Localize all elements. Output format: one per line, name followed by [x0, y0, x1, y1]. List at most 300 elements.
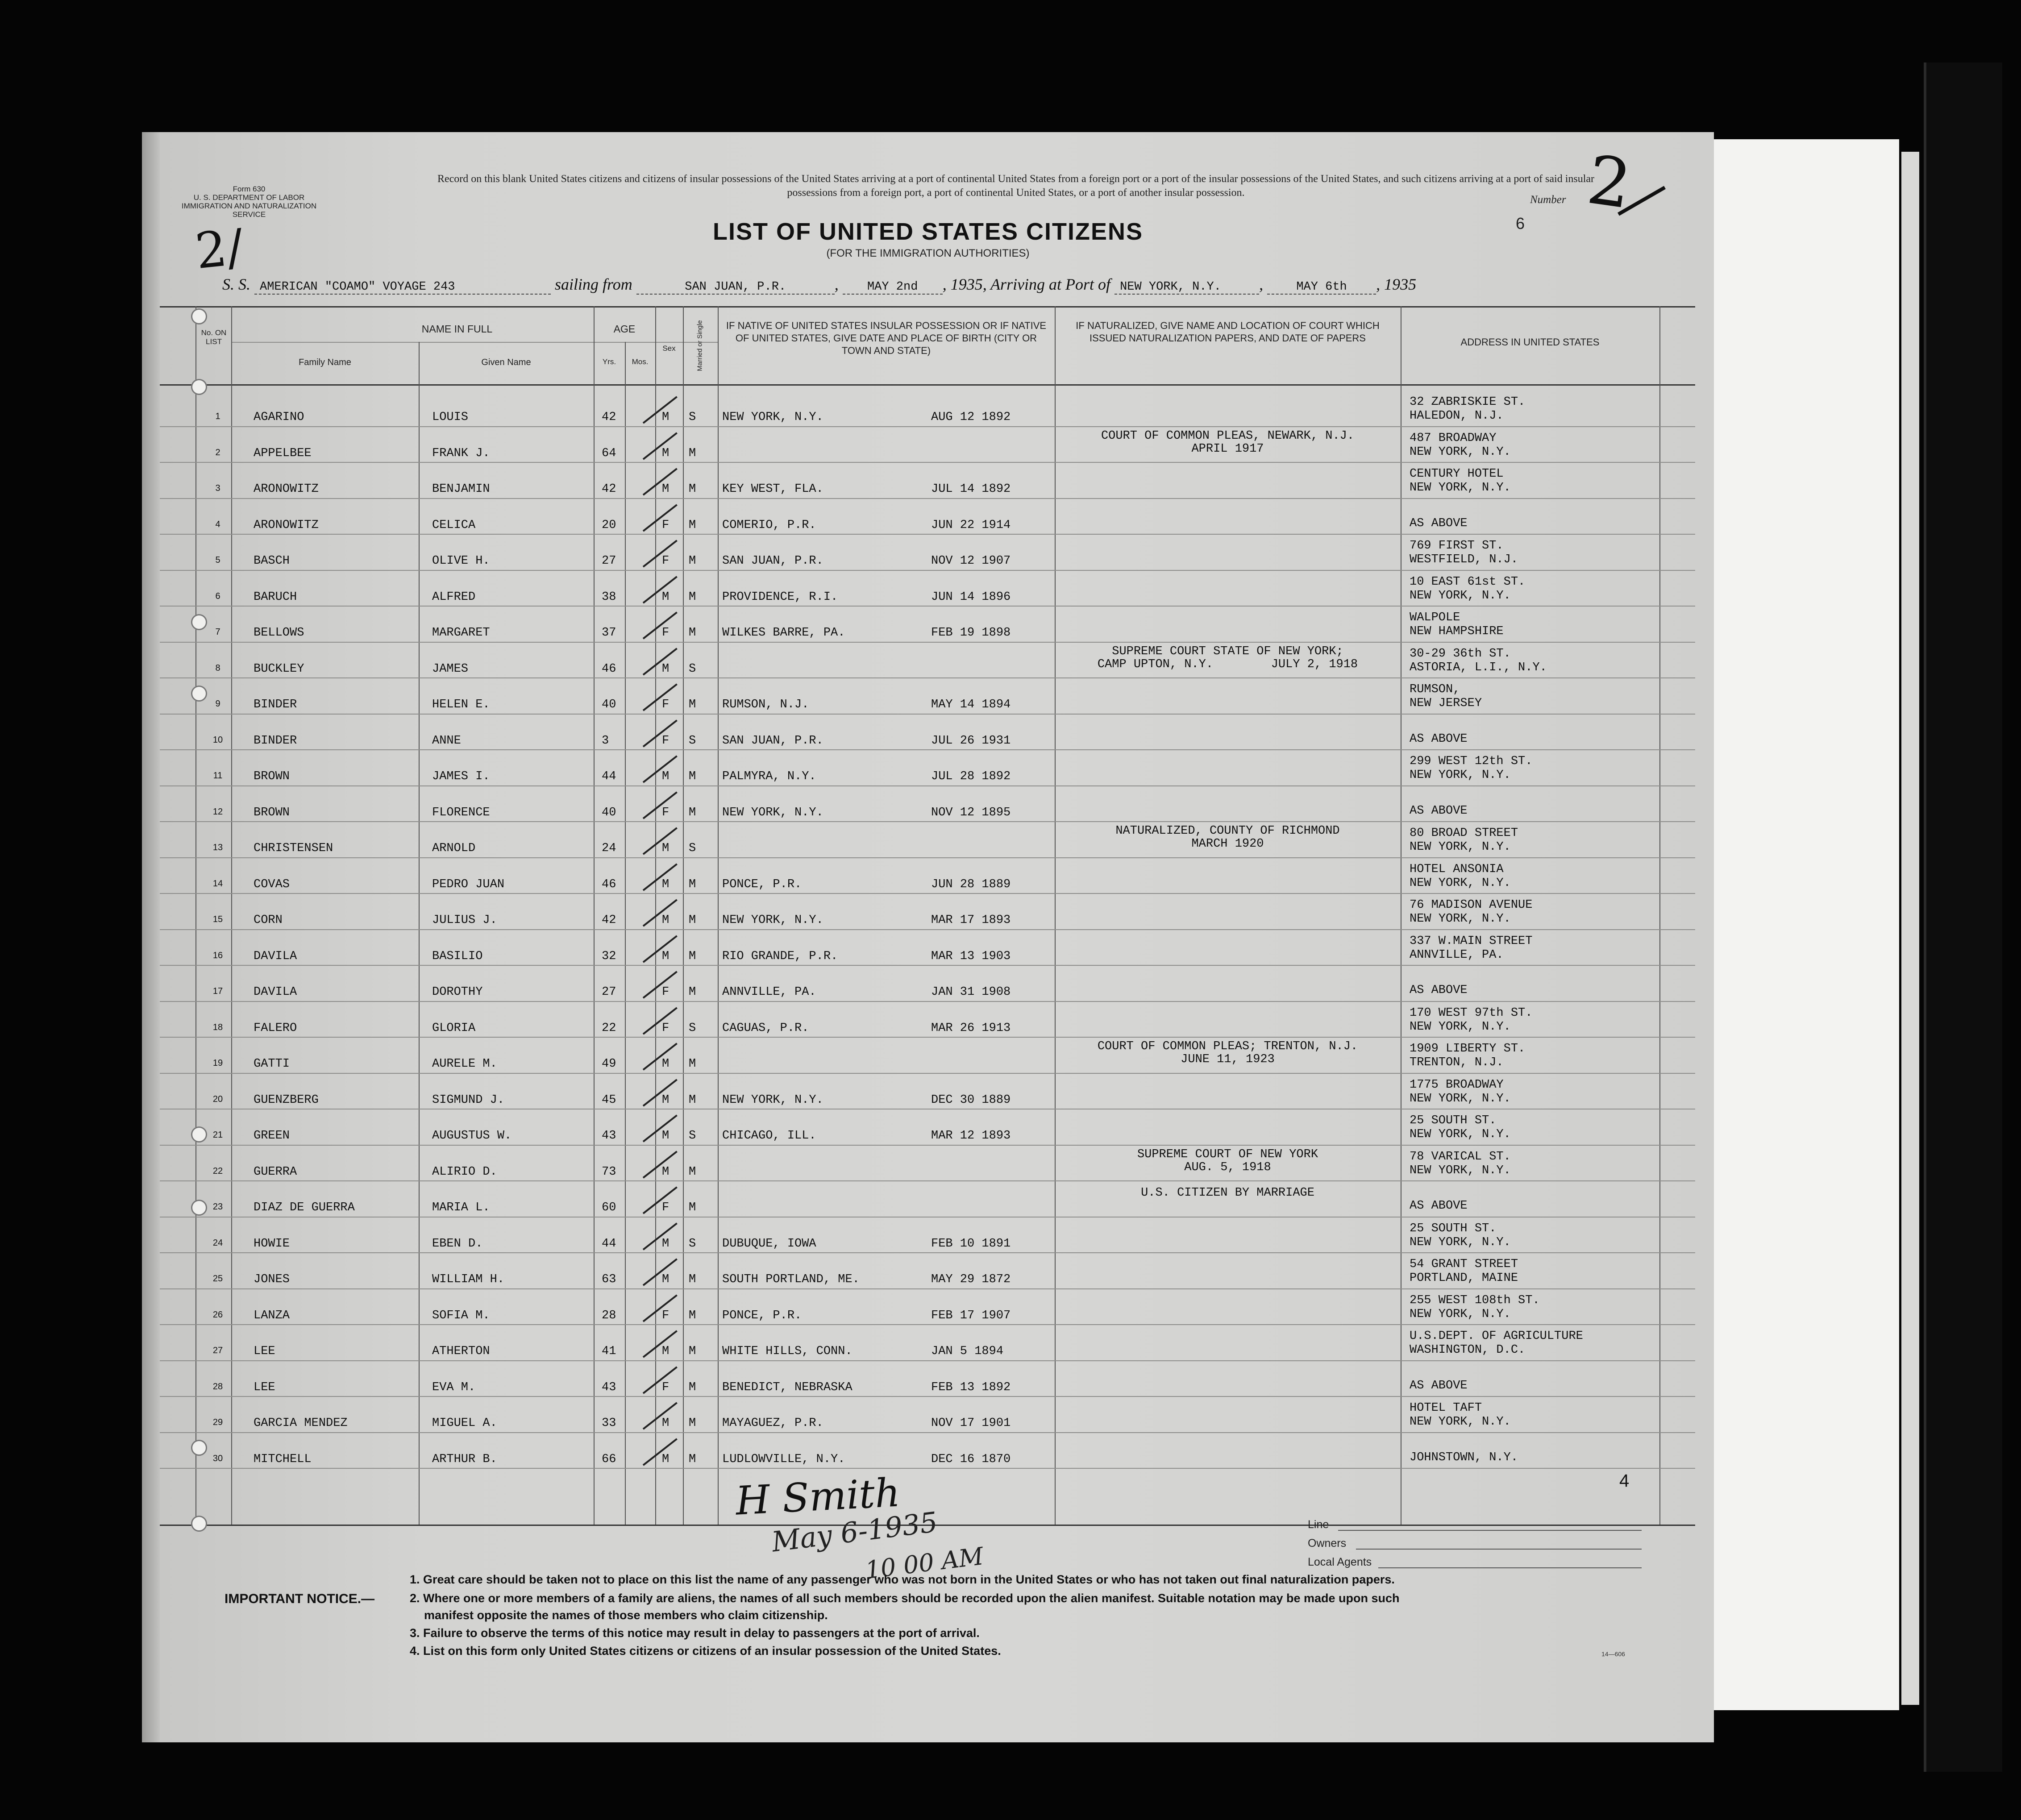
- marital-status: S: [689, 662, 696, 676]
- marital-status: M: [689, 698, 696, 711]
- marital-status: M: [689, 554, 696, 568]
- us-address: 78 VARICAL ST. NEW YORK, N.Y.: [1410, 1150, 1511, 1177]
- table-row: [142, 715, 1714, 751]
- form-code: 14—606: [1601, 1650, 1625, 1658]
- marital-status: M: [689, 482, 696, 496]
- birth-date: DEC 16 1870: [931, 1452, 1011, 1466]
- family-name: HOWIE: [254, 1237, 290, 1251]
- marital-status: M: [689, 1309, 696, 1322]
- marital-status: M: [689, 1057, 696, 1071]
- given-name: MARGARET: [432, 626, 490, 640]
- given-name: HELEN E.: [432, 698, 490, 711]
- header-no-on-list: No. ON LIST: [201, 328, 227, 346]
- number-label: Number: [1530, 194, 1566, 206]
- birth-date: MAR 13 1903: [931, 949, 1011, 963]
- marital-status: M: [689, 1345, 696, 1358]
- naturalization-court: U.S. CITIZEN BY MARRIAGE: [1141, 1186, 1314, 1200]
- table-row: [142, 1253, 1714, 1290]
- age-years: 24: [602, 842, 616, 855]
- birth-date: FEB 17 1907: [931, 1309, 1011, 1322]
- sex: F: [662, 1309, 670, 1322]
- family-name: GARCIA MENDEZ: [254, 1417, 348, 1430]
- given-name: JULIUS J.: [432, 914, 497, 927]
- row-number: 15: [212, 914, 223, 924]
- sex: M: [662, 770, 670, 783]
- page-subtitle: (FOR THE IMMIGRATION AUTHORITIES): [826, 247, 1030, 259]
- given-name: ALIRIO D.: [432, 1165, 497, 1179]
- check-mark-icon: [643, 540, 678, 567]
- marital-status: S: [689, 842, 696, 855]
- table-row: [142, 1289, 1714, 1326]
- sex: M: [662, 1417, 670, 1430]
- arrival-port: NEW YORK, N.Y.: [1114, 280, 1259, 295]
- age-years: 63: [602, 1273, 616, 1286]
- marital-status: M: [689, 590, 696, 604]
- us-address: AS ABOVE: [1410, 984, 1468, 997]
- us-address: 32 ZABRISKIE ST. HALEDON, N.J.: [1410, 395, 1526, 423]
- table-header-rule: [160, 384, 1695, 386]
- age-years: 60: [602, 1201, 616, 1214]
- check-mark-icon: [643, 755, 678, 783]
- given-name: ARTHUR B.: [432, 1452, 497, 1466]
- row-number: 8: [215, 663, 220, 673]
- binding-hole: [191, 1440, 207, 1456]
- check-mark-icon: [643, 1222, 678, 1250]
- binding-hole: [191, 1516, 207, 1532]
- family-name: BROWN: [254, 770, 290, 783]
- age-years: 27: [602, 985, 616, 999]
- table-row: [142, 607, 1714, 643]
- check-mark-icon: [643, 396, 678, 424]
- birth-place: WILKES BARRE, PA.: [722, 626, 845, 640]
- given-name: EVA M.: [432, 1380, 476, 1394]
- check-mark-icon: [643, 1366, 678, 1394]
- age-years: 73: [602, 1165, 616, 1179]
- us-address: AS ABOVE: [1410, 1199, 1468, 1213]
- table-row: [142, 1397, 1714, 1434]
- birth-date: FEB 13 1892: [931, 1380, 1011, 1394]
- notice-item-2: 2. Where one or more members of a family are aliens, the names of all such members should be recorded upon the alien manifest. Suitable notation may be made upon such: [410, 1591, 1400, 1605]
- check-mark-icon: [643, 827, 678, 855]
- age-years: 42: [602, 482, 616, 496]
- check-mark-icon: [643, 1330, 678, 1358]
- sex: F: [662, 518, 670, 532]
- row-number: 21: [212, 1130, 223, 1140]
- table-row: [142, 1325, 1714, 1362]
- us-address: HOTEL TAFT NEW YORK, N.Y.: [1410, 1401, 1511, 1429]
- check-mark-icon: [643, 1258, 678, 1286]
- family-name: APPELBEE: [254, 446, 312, 460]
- page-number: 4: [1619, 1471, 1630, 1491]
- family-name: CHRISTENSEN: [254, 842, 333, 855]
- table-top-rule: [160, 306, 1695, 307]
- binding-hole: [191, 379, 207, 395]
- birth-date: JAN 31 1908: [931, 985, 1011, 999]
- arriving-label: Arriving at Port of: [990, 275, 1111, 293]
- family-name: LANZA: [254, 1309, 290, 1322]
- birth-date: NOV 12 1907: [931, 554, 1011, 568]
- us-address: 170 WEST 97th ST. NEW YORK, N.Y.: [1410, 1006, 1533, 1034]
- birth-place: NEW YORK, N.Y.: [722, 1093, 823, 1107]
- given-name: FLORENCE: [432, 806, 490, 819]
- binding-hole: [191, 1126, 207, 1143]
- age-years: 43: [602, 1129, 616, 1143]
- birth-date: AUG 12 1892: [931, 411, 1011, 424]
- marital-status: M: [689, 1201, 696, 1214]
- birth-date: JUN 14 1896: [931, 590, 1011, 604]
- inspector-signature: H Smith: [734, 1469, 902, 1524]
- sex: M: [662, 590, 670, 604]
- birth-place: NEW YORK, N.Y.: [722, 806, 823, 819]
- row-number: 11: [213, 771, 223, 781]
- check-mark-icon: [643, 1186, 678, 1214]
- naturalization-court: COURT OF COMMON PLEAS; TRENTON, N.J. JUNE 11, 1923: [1097, 1040, 1358, 1066]
- family-name: DAVILA: [254, 985, 297, 999]
- given-name: BENJAMIN: [432, 482, 490, 496]
- binding-hole: [191, 686, 207, 702]
- table-row: [142, 1074, 1714, 1110]
- notice-heading: IMPORTANT NOTICE.—: [225, 1591, 375, 1606]
- row-number: 28: [212, 1381, 223, 1392]
- check-mark-icon: [643, 611, 678, 639]
- footer-owners-label: Owners: [1308, 1537, 1347, 1550]
- sex: M: [662, 949, 670, 963]
- us-address: CENTURY HOTEL NEW YORK, N.Y.: [1410, 467, 1511, 494]
- check-mark-icon: [643, 1402, 678, 1429]
- header-address: ADDRESS IN UNITED STATES: [1460, 337, 1600, 348]
- us-address: 487 BROADWAY NEW YORK, N.Y.: [1410, 431, 1511, 459]
- sex: F: [662, 1380, 670, 1394]
- family-name: AGARINO: [254, 411, 304, 424]
- row-number: 6: [215, 591, 220, 601]
- birth-place: MAYAGUEZ, P.R.: [722, 1417, 823, 1430]
- given-name: GLORIA: [432, 1021, 476, 1035]
- row-number: 4: [215, 519, 220, 529]
- sex: F: [662, 626, 670, 640]
- ship-name: AMERICAN "COAMO" VOYAGE 243: [254, 280, 551, 295]
- arrival-date: MAY 6th: [1267, 280, 1376, 295]
- sex: M: [662, 1273, 670, 1286]
- family-name: CORN: [254, 914, 283, 927]
- family-name: BASCH: [254, 554, 290, 568]
- family-name: FALERO: [254, 1021, 297, 1035]
- row-number: 12: [212, 806, 223, 817]
- birth-place: NEW YORK, N.Y.: [722, 914, 823, 927]
- table-row: [142, 391, 1714, 428]
- sailing-label: sailing from: [555, 275, 632, 293]
- row-number: 17: [212, 986, 223, 996]
- marital-status: M: [689, 806, 696, 819]
- given-name: ATHERTON: [432, 1345, 490, 1358]
- marital-status: M: [689, 446, 696, 460]
- row-number: 10: [212, 735, 223, 745]
- footer-agents-rule: [1378, 1567, 1642, 1568]
- given-name: BASILIO: [432, 949, 483, 963]
- birth-place: WHITE HILLS, CONN.: [722, 1345, 852, 1358]
- family-name: ARONOWITZ: [254, 518, 319, 532]
- sex: M: [662, 446, 670, 460]
- us-address: AS ABOVE: [1410, 804, 1468, 818]
- notice-item-1: 1. Great care should be taken not to place on this list the name of any passenger who was not born in the United States or who has not taken out final naturalization papers.: [410, 1573, 1395, 1586]
- birth-date: JAN 5 1894: [931, 1345, 1004, 1358]
- age-years: 40: [602, 698, 616, 711]
- sex: F: [662, 806, 670, 819]
- check-mark-icon: [643, 971, 678, 998]
- family-name: GUENZBERG: [254, 1093, 319, 1107]
- birth-place: NEW YORK, N.Y.: [722, 411, 823, 424]
- us-address: WALPOLE NEW HAMPSHIRE: [1410, 611, 1504, 638]
- departure-port: SAN JUAN, P.R.: [636, 280, 835, 295]
- given-name: JAMES: [432, 662, 469, 676]
- sex: F: [662, 985, 670, 999]
- marital-status: S: [689, 1237, 696, 1251]
- row-number: 16: [212, 950, 223, 960]
- sex: F: [662, 1021, 670, 1035]
- birth-place: SOUTH PORTLAND, ME.: [722, 1273, 860, 1286]
- given-name: FRANK J.: [432, 446, 490, 460]
- given-name: PEDRO JUAN: [432, 877, 505, 891]
- table-row: [142, 463, 1714, 499]
- manifest-page: [142, 132, 1714, 1742]
- departure-year: 1935: [950, 275, 983, 293]
- family-name: MITCHELL: [254, 1452, 312, 1466]
- header-naturalized: IF NATURALIZED, GIVE NAME AND LOCATION OF COURT WHICH ISSUED NATURALIZATION PAPERS, AND DATE OF PAPERS: [1076, 320, 1380, 344]
- table-row: [142, 1109, 1714, 1146]
- sex: M: [662, 1093, 670, 1107]
- row-number: 1: [215, 411, 220, 421]
- marital-status: M: [689, 985, 696, 999]
- naturalization-court: SUPREME COURT STATE OF NEW YORK; CAMP UPTON, N.Y. JULY 2, 1918: [1097, 644, 1358, 671]
- table-row: [142, 535, 1714, 571]
- birth-date: MAR 17 1893: [931, 914, 1011, 927]
- check-mark-icon: [643, 1438, 678, 1466]
- check-mark-icon: [643, 683, 678, 711]
- us-address: JOHNSTOWN, N.Y.: [1410, 1450, 1518, 1464]
- us-address: 255 WEST 108th ST. NEW YORK, N.Y.: [1410, 1293, 1540, 1321]
- row-number: 3: [215, 483, 220, 493]
- check-mark-icon: [643, 1114, 678, 1142]
- row-number: 9: [215, 699, 220, 709]
- marital-status: M: [689, 1273, 696, 1286]
- sex: F: [662, 698, 670, 711]
- birth-date: JUN 22 1914: [931, 518, 1011, 532]
- birth-place: ANNVILLE, PA.: [722, 985, 816, 999]
- header-birth: IF NATIVE OF UNITED STATES INSULAR POSSESSION OR IF NATIVE OF UNITED STATES, GIVE DATE AND PLACE OF BIRTH (CITY OR TOWN AND STATE): [726, 320, 1047, 356]
- binding-hole: [191, 1200, 207, 1216]
- header-family-name: Family Name: [299, 357, 351, 367]
- sex: M: [662, 1345, 670, 1358]
- family-name: DAVILA: [254, 949, 297, 963]
- family-name: BUCKLEY: [254, 662, 304, 676]
- us-address: AS ABOVE: [1410, 732, 1468, 746]
- arrival-year: 1935: [1384, 275, 1417, 293]
- sex: M: [662, 877, 670, 891]
- check-mark-icon: [643, 576, 678, 603]
- sex: M: [662, 662, 670, 676]
- us-address: 337 W.MAIN STREET ANNVILLE, PA.: [1410, 934, 1533, 962]
- given-name: JAMES I.: [432, 770, 490, 783]
- given-name: AUGUSTUS W.: [432, 1129, 512, 1143]
- row-number: 24: [212, 1238, 223, 1248]
- family-name: ARONOWITZ: [254, 482, 319, 496]
- sex: F: [662, 1201, 670, 1214]
- age-years: 40: [602, 806, 616, 819]
- marital-status: S: [689, 1129, 696, 1143]
- table-row: [142, 643, 1714, 679]
- handwritten-number: 2: [1583, 141, 1636, 224]
- sex: M: [662, 1057, 670, 1071]
- back-sheet-edge: [1901, 152, 1919, 1705]
- header-given-name: Given Name: [481, 357, 531, 367]
- family-name: GREEN: [254, 1129, 290, 1143]
- handwritten-date: May 6-1935: [769, 1505, 940, 1558]
- row-number: 2: [215, 447, 220, 457]
- family-name: GATTI: [254, 1057, 290, 1071]
- row-number: 25: [212, 1274, 223, 1284]
- check-mark-icon: [643, 863, 678, 891]
- marital-status: M: [689, 949, 696, 963]
- age-years: 43: [602, 1380, 616, 1394]
- birth-place: PONCE, P.R.: [722, 1309, 802, 1322]
- given-name: OLIVE H.: [432, 554, 490, 568]
- table-row: [142, 1146, 1714, 1182]
- us-address: HOTEL ANSONIA NEW YORK, N.Y.: [1410, 862, 1511, 890]
- given-name: WILLIAM H.: [432, 1273, 505, 1286]
- handwritten-time: 10 00 AM: [864, 1542, 985, 1584]
- us-address: 54 GRANT STREET PORTLAND, MAINE: [1410, 1258, 1518, 1285]
- age-years: 42: [602, 914, 616, 927]
- birth-place: SAN JUAN, P.R.: [722, 554, 823, 568]
- age-years: 49: [602, 1057, 616, 1071]
- age-years: 45: [602, 1093, 616, 1107]
- us-address: 299 WEST 12th ST. NEW YORK, N.Y.: [1410, 755, 1533, 782]
- age-years: 3: [602, 734, 609, 748]
- marital-status: M: [689, 1093, 696, 1107]
- birth-place: COMERIO, P.R.: [722, 518, 816, 532]
- birth-place: CAGUAS, P.R.: [722, 1021, 809, 1035]
- age-years: 38: [602, 590, 616, 604]
- birth-place: LUDLOWVILLE, N.Y.: [722, 1452, 845, 1466]
- birth-date: DEC 30 1889: [931, 1093, 1011, 1107]
- us-address: RUMSON, NEW JERSEY: [1410, 683, 1482, 710]
- family-name: DIAZ DE GUERRA: [254, 1201, 355, 1214]
- given-name: MIGUEL A.: [432, 1417, 497, 1430]
- table-row: [142, 1038, 1714, 1074]
- table-row: [142, 930, 1714, 967]
- header-age: AGE: [613, 323, 636, 335]
- footer-line-rule: [1338, 1530, 1642, 1531]
- table-row: [142, 678, 1714, 715]
- table-row: [142, 1217, 1714, 1254]
- marital-status: S: [689, 734, 696, 748]
- table-row: [142, 1361, 1714, 1398]
- page-title: LIST OF UNITED STATES CITIZENS: [713, 218, 1143, 245]
- check-mark-icon: [643, 1294, 678, 1322]
- check-mark-icon: [643, 719, 678, 747]
- given-name: ALFRED: [432, 590, 476, 604]
- birth-place: PALMYRA, N.Y.: [722, 770, 816, 783]
- check-mark-icon: [643, 1151, 678, 1178]
- family-name: LEE: [254, 1380, 275, 1394]
- sex: M: [662, 914, 670, 927]
- binding-hole: [191, 308, 207, 324]
- check-mark-icon: [643, 1079, 678, 1106]
- birth-date: NOV 17 1901: [931, 1417, 1011, 1430]
- us-address: U.S.DEPT. OF AGRICULTURE WASHINGTON, D.C.: [1410, 1330, 1583, 1357]
- age-years: 22: [602, 1021, 616, 1035]
- row-number: 20: [212, 1094, 223, 1104]
- family-name: COVAS: [254, 877, 290, 891]
- given-name: DOROTHY: [432, 985, 483, 999]
- notice-item-4: 4. List on this form only United States citizens or citizens of an insular possession of the United States.: [410, 1644, 1001, 1658]
- given-name: SOFIA M.: [432, 1309, 490, 1322]
- family-name: BINDER: [254, 734, 297, 748]
- form-info: Form 630 U. S. DEPARTMENT OF LABOR IMMIGRATION AND NATURALIZATION SERVICE: [181, 185, 317, 219]
- marital-status: M: [689, 518, 696, 532]
- birth-date: MAR 26 1913: [931, 1021, 1011, 1035]
- name-subrule: [231, 342, 718, 343]
- birth-date: JUN 28 1889: [931, 877, 1011, 891]
- row-number: 29: [212, 1417, 223, 1427]
- marital-status: M: [689, 1417, 696, 1430]
- table-row: [142, 966, 1714, 1002]
- given-name: AURELE M.: [432, 1057, 497, 1071]
- check-mark-icon: [643, 468, 678, 495]
- family-name: BINDER: [254, 698, 297, 711]
- birth-date: JUL 28 1892: [931, 770, 1011, 783]
- sex: F: [662, 554, 670, 568]
- us-address: 1775 BROADWAY NEW YORK, N.Y.: [1410, 1078, 1511, 1105]
- check-mark-icon: [643, 935, 678, 963]
- row-number: 27: [212, 1346, 223, 1355]
- age-years: 46: [602, 877, 616, 891]
- us-address: AS ABOVE: [1410, 1379, 1468, 1392]
- birth-place: RIO GRANDE, P.R.: [722, 949, 838, 963]
- sex: F: [662, 734, 670, 748]
- handwritten-corner-mark: 2/: [192, 218, 246, 280]
- check-mark-icon: [643, 791, 678, 819]
- check-mark-icon: [643, 1043, 678, 1070]
- header-years: Yrs.: [602, 357, 616, 366]
- binding-hole: [191, 614, 207, 630]
- marital-status: M: [689, 1165, 696, 1179]
- row-number: 14: [212, 878, 223, 889]
- row-number: 5: [215, 555, 220, 565]
- family-name: LEE: [254, 1345, 275, 1358]
- us-address: 25 SOUTH ST. NEW YORK, N.Y.: [1410, 1222, 1511, 1249]
- age-years: 33: [602, 1417, 616, 1430]
- us-address: 30-29 36th ST. ASTORIA, L.I., N.Y.: [1410, 647, 1547, 674]
- age-years: 32: [602, 949, 616, 963]
- header-married-single: Married or Single: [696, 320, 704, 371]
- birth-date: MAY 14 1894: [931, 698, 1011, 711]
- table-row: [142, 1181, 1714, 1218]
- age-years: 46: [602, 662, 616, 676]
- birth-date: FEB 10 1891: [931, 1237, 1011, 1251]
- check-mark-icon: [643, 432, 678, 460]
- header-months: Mos.: [632, 357, 649, 366]
- marital-status: M: [689, 877, 696, 891]
- sex: M: [662, 411, 670, 424]
- table-row: [142, 858, 1714, 895]
- given-name: LOUIS: [432, 411, 469, 424]
- family-name: BARUCH: [254, 590, 297, 604]
- row-number: 30: [212, 1453, 223, 1463]
- sex: M: [662, 482, 670, 496]
- row-number: 13: [212, 843, 223, 852]
- table-row: [142, 822, 1714, 859]
- table-row: [142, 1433, 1714, 1470]
